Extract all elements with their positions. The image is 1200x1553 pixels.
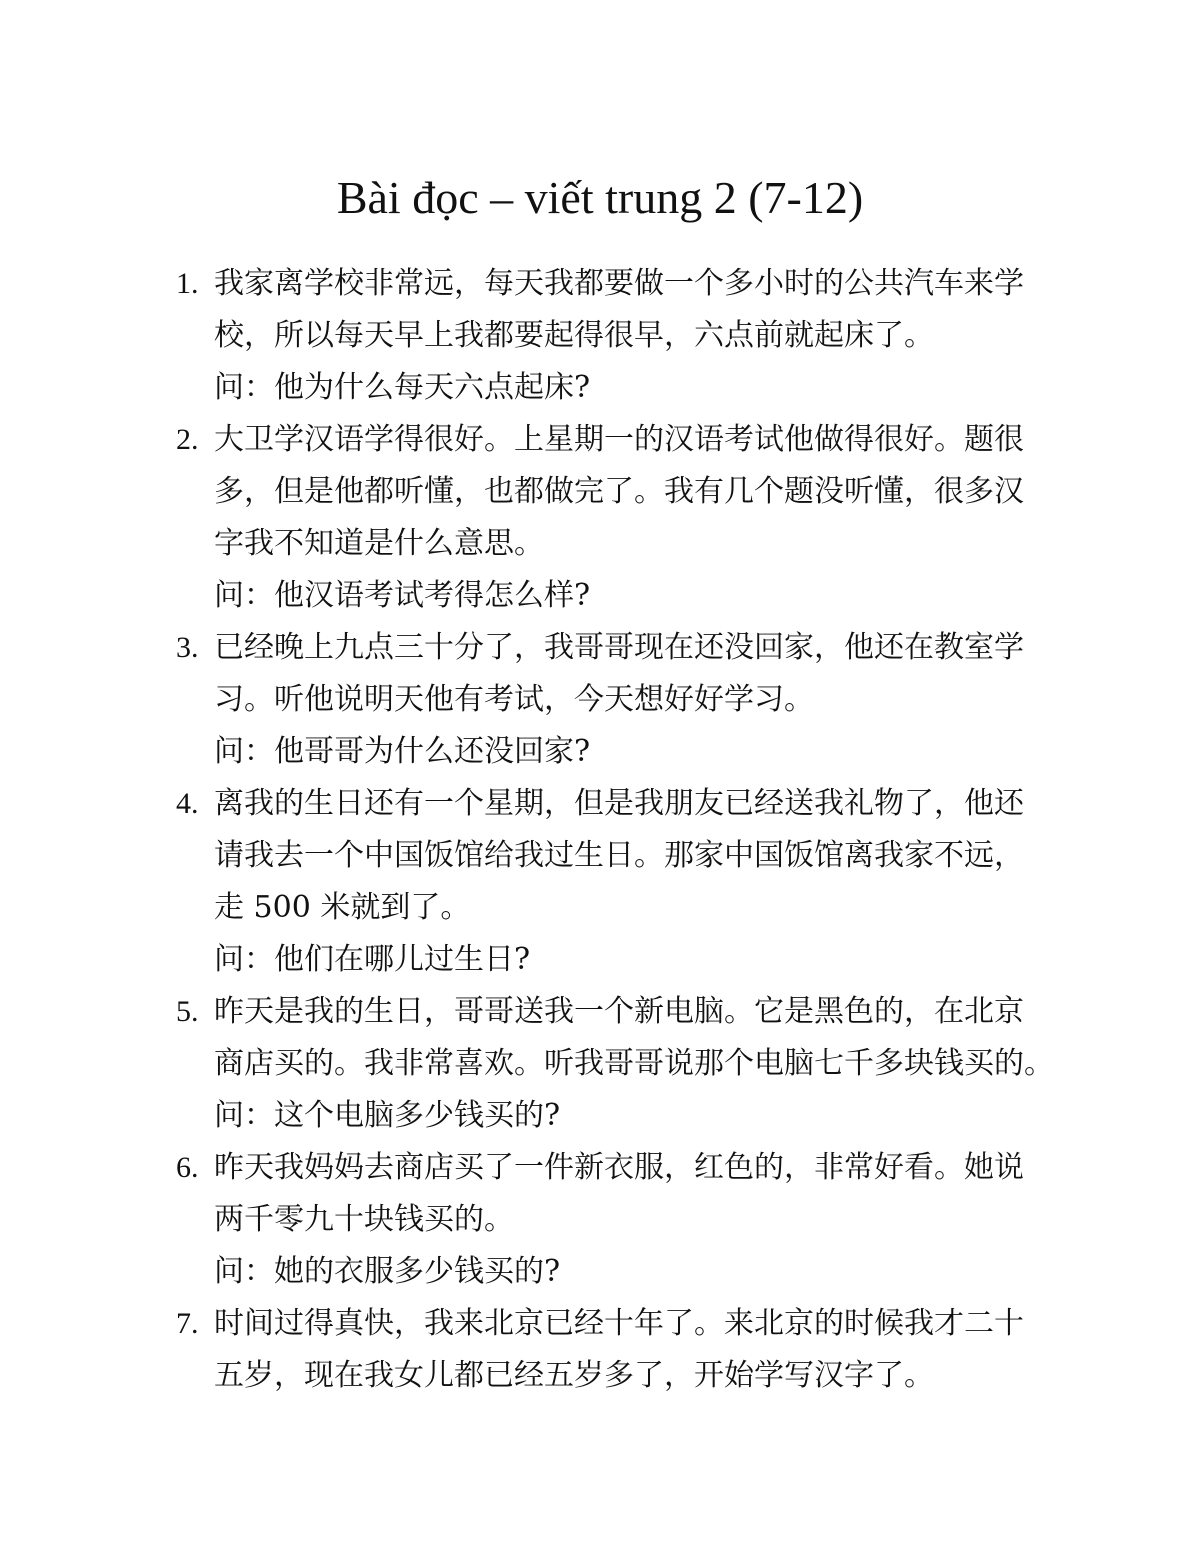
question-line: 问：他们在哪儿过生日? [214, 942, 531, 977]
question-line: 问：他哥哥为什么还没回家? [214, 734, 591, 769]
passage-line: 时间过得真快，我来北京已经十年了。来北京的时候我才二十 [214, 1306, 1024, 1341]
question-line: 问：这个电脑多少钱买的? [214, 1098, 561, 1133]
list-item [172, 778, 1092, 986]
passage-line: 字我不知道是什么意思。 [214, 526, 544, 561]
item-number: 1. [176, 267, 199, 300]
item-number: 3. [176, 631, 199, 664]
item-number: 5. [176, 995, 199, 1028]
list-item [172, 1298, 1092, 1402]
item-number: 4. [176, 787, 199, 820]
passage-line: 五岁，现在我女儿都已经五岁多了，开始学写汉字了。 [214, 1358, 934, 1393]
passage-line: 习。听他说明天他有考试，今天想好好学习。 [214, 682, 814, 717]
question-line: 问：他汉语考试考得怎么样? [214, 578, 591, 613]
passage-line: 大卫学汉语学得很好。上星期一的汉语考试他做得很好。题很 [214, 422, 1024, 457]
item-number: 7. [176, 1307, 199, 1340]
document-title: Bài đọc – viết trung 2 (7-12) [336, 172, 864, 223]
passage-line: 昨天是我的生日，哥哥送我一个新电脑。它是黑色的，在北京 [214, 994, 1024, 1029]
passage-line: 多，但是他都听懂，也都做完了。我有几个题没听懂，很多汉 [214, 474, 1024, 509]
list-item [172, 258, 1092, 414]
item-number: 2. [176, 423, 199, 456]
passage-line: 离我的生日还有一个星期，但是我朋友已经送我礼物了，他还 [214, 786, 1024, 821]
passage-line: 两千零九十块钱买的。 [214, 1202, 514, 1237]
passage-line: 请我去一个中国饭馆给我过生日。那家中国饭馆离我家不远， [214, 838, 1024, 873]
question-line: 问：她的衣服多少钱买的? [214, 1254, 561, 1289]
passage-line: 走 500 米就到了。 [214, 890, 471, 925]
list-item [172, 986, 1092, 1142]
item-number: 6. [176, 1151, 199, 1184]
passage-line: 昨天我妈妈去商店买了一件新衣服，红色的，非常好看。她说 [214, 1150, 1024, 1185]
passage-line: 校，所以每天早上我都要起得很早，六点前就起床了。 [214, 318, 934, 353]
list-item [172, 414, 1092, 622]
passage-line: 已经晚上九点三十分了，我哥哥现在还没回家，他还在教室学 [214, 630, 1024, 665]
list-item [172, 1142, 1092, 1298]
passage-line: 商店买的。我非常喜欢。听我哥哥说那个电脑七千多块钱买的。 [214, 1046, 1054, 1081]
question-line: 问：他为什么每天六点起床? [214, 370, 591, 405]
passage-line: 我家离学校非常远，每天我都要做一个多小时的公共汽车来学 [214, 266, 1024, 301]
reading-list [172, 258, 1092, 1402]
list-item [172, 622, 1092, 778]
